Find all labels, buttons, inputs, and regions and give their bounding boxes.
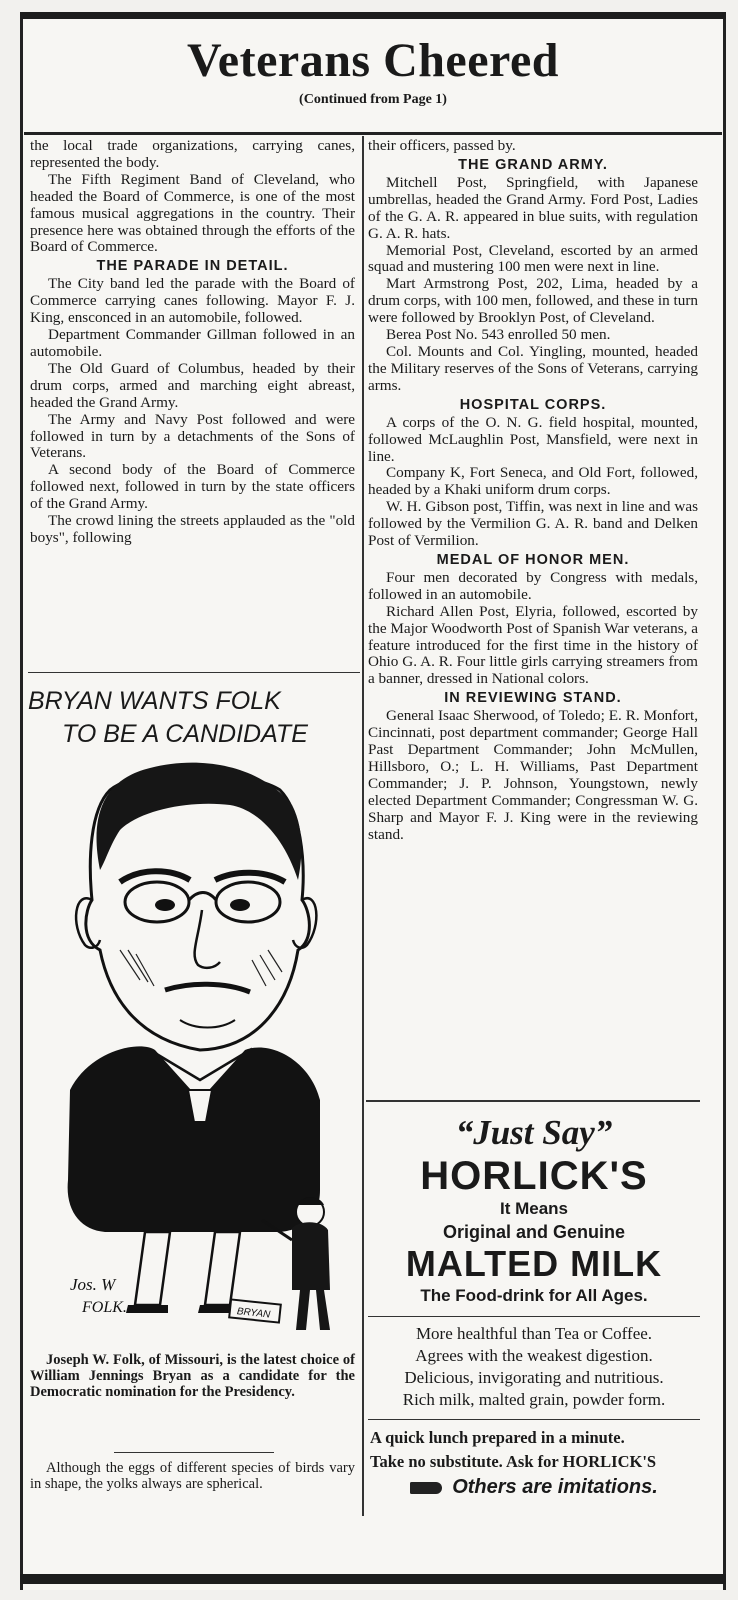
article-paragraph: Berea Post No. 543 enrolled 50 men. [386,326,611,344]
ad-it-means: It Means [499,1199,569,1218]
headline: Veterans Cheered [187,34,559,87]
article-paragraph: General Isaac Sherwood, of Toledo; E. R. Monfort, Cincinnati, post department commander; George Hall Past Department Commander; John McMullen, Hillsboro, O.; L. H. Williams, Past Department Commander; J. P. Johnson, Youngstown, newly elected Department Commander; Congressman W. G. Sharp and Mayor F. J. King were in the reviewing stand. [368,707,698,843]
filler-rule [114,1452,274,1453]
ad-line-4: Rich milk, malted grain, powder form. [402,1390,666,1409]
sign-text: BRYAN [236,1306,271,1321]
masthead [24,22,722,132]
caricature-illustration [30,750,360,1350]
signature-line1: Jos. W [70,1275,116,1294]
cartoon-caption [30,1352,355,1400]
pointing-hand-icon [410,1482,442,1494]
cartoon-title [28,685,358,751]
caricature-coat [68,1046,320,1232]
right-article-column [368,138,698,844]
article-paragraph: A second body of the Board of Commerce followed next, followed in turn by the state officers of the Grand Army. [30,461,355,513]
article-paragraph: A corps of the O. N. G. field hospital, mounted, followed McLaughlin Post, Mansfield, were next in line. [368,413,698,465]
article-paragraph: W. H. Gibson post, Tiffin, was next in line and was followed by the Vermilion G. A. R. band and Delken Post of Vermilion. [368,498,698,550]
ad-take-no-substitute: Take no substitute. Ask for HORLICK'S [370,1452,657,1471]
article-paragraph: Mart Armstrong Post, 202, Lima, headed by a drum corps, with 100 men, followed, and these in turn were followed by Brooklyn Post, of Cleveland. [368,275,698,327]
section-subhead: MEDAL OF HONOR MEN. [436,551,630,568]
filler-text: Although the eggs of different species of birds vary in shape, the yolks always are spherical. [30,1460,355,1492]
article-paragraph: The Fifth Regiment Band of Cleveland, who headed the Board of Commerce, is one of the most famous musical aggregations in the country. Their presence here was obtained through the efforts of the Board of Commerce. [30,170,355,256]
section-subhead: THE GRAND ARMY. [458,156,608,173]
caricature-pupil-right [230,899,250,911]
cartoon-title-line2: TO BE A CANDIDATE [62,720,308,748]
article-paragraph: their officers, passed by. [368,137,516,154]
headline-rule [24,132,722,135]
horlicks-advertisement [368,1108,700,1518]
ad-line-1: More healthful than Tea or Coffee. [415,1324,653,1343]
section-subhead: THE PARADE IN DETAIL. [96,258,289,275]
ad-line-3: Delicious, invigorating and nutritious. [404,1368,664,1387]
caricature-legs [135,1232,240,1305]
left-article-column [30,138,355,547]
section-subhead: HOSPITAL CORPS. [459,396,607,413]
caption-text: Joseph W. Folk, of Missouri, is the latest choice of William Jennings Bryan as a candidate for the Democratic nomination for the Presidency. [30,1352,355,1400]
article-paragraph: Richard Allen Post, Elyria, followed, escorted by the Major Woodworth Post of Spanish War veterans, a feature introduced for the first time in the history of Ohio G. A. R. Four little girls carrying streamers from a banner, dressed in National colors. [368,602,698,688]
caricature-shoes [126,1305,240,1313]
article-paragraph: The crowd lining the streets applauded as the "old boys", following [30,512,355,546]
ad-others-text: Others are imitations. [452,1476,658,1498]
article-paragraph: Mitchell Post, Springfield, with Japanese umbrellas, headed the Grand Army. Ford Post, Ladies of the G. A. R. appeared in blue suits, with regulation G. A. R. hats. [368,173,698,242]
ad-tagline: The Food-drink for All Ages. [420,1286,648,1305]
article-paragraph: Company K, Fort Seneca, and Old Fort, followed, headed by a Khaki uniform drum corps. [368,464,698,499]
article-paragraph: Department Commander Gillman followed in an automobile. [30,326,355,360]
continued-note: (Continued from Page 1) [299,92,447,107]
signature-line2: FOLK. [82,1299,127,1316]
left-column-rule [28,672,360,673]
cartoon-title-line1: BRYAN WANTS FOLK [28,687,281,715]
filler-item [30,1460,355,1492]
article-paragraph: Memorial Post, Cleveland, escorted by an armed squad and mustering 100 men were next in line. [368,241,698,276]
article-paragraph: The Old Guard of Columbus, headed by their drum corps, armed and marching eight abreast, headed the Grand Army. [30,359,355,411]
ad-line-2: Agrees with the weakest digestion. [415,1346,653,1365]
ad-original-genuine: Original and Genuine [442,1222,626,1242]
ad-rule [368,1316,700,1317]
ad-just-say: “Just Say” [455,1113,613,1152]
top-rule [20,12,726,19]
ad-others [368,1474,700,1500]
ad-rule-2 [368,1419,700,1420]
article-paragraph: Four men decorated by Congress with medals, followed in an automobile. [368,568,698,603]
column-divider [362,136,364,1516]
article-paragraph: the local trade organizations, carrying canes, represented the body. [30,137,355,171]
right-column-rule [366,1100,700,1102]
bottom-rule [20,1574,726,1584]
ad-brand: HORLICK'S [420,1154,648,1198]
article-paragraph: Col. Mounts and Col. Yingling, mounted, headed the Military reserves of the Sons of Veterans, carrying arms. [368,342,698,394]
caricature-pupil-left [155,899,175,911]
ad-product: MALTED MILK [405,1243,663,1284]
article-paragraph: The Army and Navy Post followed and were followed in turn by a detachments of the Sons of Veterans. [30,410,355,462]
article-paragraph: The City band led the parade with the Board of Commerce carrying canes following. Mayor F. J. King, ensconced in an automobile, followed. [30,275,355,327]
ad-quick-lunch: A quick lunch prepared in a minute. [370,1428,625,1447]
section-subhead: IN REVIEWING STAND. [444,690,622,707]
